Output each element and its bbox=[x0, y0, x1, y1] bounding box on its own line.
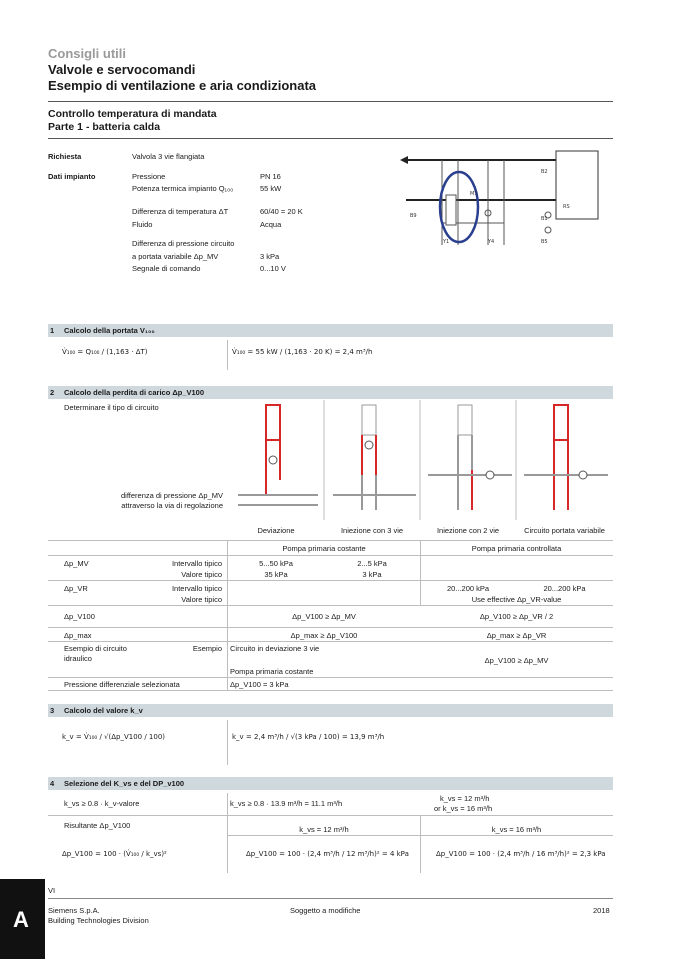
footer-divider bbox=[48, 898, 613, 899]
divider bbox=[420, 815, 421, 873]
divider bbox=[48, 627, 613, 628]
divider bbox=[48, 641, 613, 642]
side-letter: A bbox=[13, 907, 29, 932]
example-label: Esempio di circuito bbox=[64, 644, 127, 653]
spec-label: Differenza di temperatura ΔT bbox=[132, 207, 229, 216]
cell-value: Δp_max ≥ Δp_V100 bbox=[290, 631, 358, 640]
page-title: Valvole e servocomandi bbox=[48, 62, 196, 77]
spec-label: Potenza termica impianto Q₁₀₀ bbox=[132, 184, 234, 193]
kvs-rule: k_vs ≥ 0.8 · k_v-valore bbox=[64, 799, 140, 808]
footer-note: Soggetto a modifiche bbox=[290, 906, 361, 915]
formula-result-12: Δp_V100 = 100 · (2,4 m³/h / 12 m³/h)² = 4 kPa bbox=[246, 850, 409, 858]
dati-label: Dati impianto bbox=[48, 172, 96, 181]
company-name: Siemens S.p.A. bbox=[48, 906, 100, 915]
column-deviazione: Deviazione bbox=[257, 526, 295, 535]
divider bbox=[227, 340, 228, 370]
group-pompa-costante: Pompa primaria costante bbox=[282, 544, 366, 553]
formula-general: Δp_V100 = 100 · (V̇₁₀₀ / k_vs)² bbox=[62, 850, 167, 858]
divider bbox=[227, 540, 228, 690]
circuit-illustrations bbox=[228, 400, 613, 520]
spec-value: 0...10 V bbox=[260, 264, 286, 273]
section-subtitle-2: Parte 1 - batteria calda bbox=[48, 121, 161, 133]
formula-flow: V̇₁₀₀ = Q₁₀₀ / (1,163 · ΔT) bbox=[62, 348, 148, 356]
divider bbox=[48, 540, 613, 541]
divider bbox=[227, 720, 228, 765]
page-subtitle: Esempio di ventilazione e aria condizionata bbox=[48, 78, 317, 93]
company-division: Building Technologies Division bbox=[48, 916, 149, 925]
svg-text:B5: B5 bbox=[541, 239, 548, 245]
cell-value: Use effective Δp_VR-value bbox=[471, 595, 562, 604]
caption-line-2: attraverso la via di regolazione bbox=[121, 501, 223, 510]
spec-value: 55 kW bbox=[260, 184, 282, 193]
row-label-dpmv: Δp_MV bbox=[64, 559, 89, 568]
spec-value: PN 16 bbox=[260, 172, 281, 181]
side-tab bbox=[0, 879, 45, 959]
formula-result-16: Δp_V100 = 100 · (2,4 m³/h / 16 m³/h)² = 2,3 kPa bbox=[436, 850, 606, 858]
cell-value: Δp_V100 ≥ Δp_VR / 2 bbox=[479, 612, 554, 621]
result-header-12: k_vs = 12 m³/h bbox=[299, 825, 349, 834]
result-header-16: k_vs = 16 m³/h bbox=[491, 825, 542, 834]
spec-value: Acqua bbox=[260, 220, 282, 229]
example-value: Circuito in deviazione 3 vie bbox=[230, 644, 320, 653]
divider bbox=[48, 815, 613, 816]
group-pompa-controllata: Pompa primaria controllata bbox=[471, 544, 562, 553]
selected-label: Pressione differenziale selezionata bbox=[64, 680, 180, 689]
svg-text:Y1: Y1 bbox=[443, 239, 450, 245]
svg-text:B9: B9 bbox=[410, 213, 417, 219]
svg-text:M1: M1 bbox=[470, 191, 478, 197]
subtitle-divider bbox=[48, 138, 613, 139]
section-subtitle-1: Controllo temperatura di mandata bbox=[48, 108, 217, 120]
cell-value: 2...5 kPa bbox=[357, 559, 387, 568]
section-1-band: 1 Calcolo della portata V₁₀₀ bbox=[48, 324, 613, 337]
cell-value: 35 kPa bbox=[264, 570, 288, 579]
row-label-dpmax: Δp_max bbox=[64, 631, 92, 640]
kvs-option-2: or k_vs = 16 m³/h bbox=[434, 804, 493, 813]
spec-label: a portata variabile Δp_MV bbox=[132, 252, 219, 261]
section-3-band: 3 Calcolo del valore k_v bbox=[48, 704, 613, 717]
divider bbox=[48, 690, 613, 691]
spec-label: Segnale di comando bbox=[132, 264, 201, 273]
cell-value: 3 kPa bbox=[362, 570, 382, 579]
caption-line-1: differenza di pressione Δp_MV bbox=[120, 491, 223, 500]
column-portata-variabile: Circuito portata variabile bbox=[524, 526, 605, 535]
svg-text:B1: B1 bbox=[541, 216, 548, 222]
selected-value: Δp_V100 = 3 kPa bbox=[230, 680, 289, 689]
svg-text:RS: RS bbox=[563, 204, 570, 210]
row-sub: Intervallo tipico bbox=[171, 584, 222, 593]
richiesta-value: Valvola 3 vie flangiata bbox=[132, 152, 205, 161]
svg-text:B2: B2 bbox=[541, 169, 548, 175]
divider bbox=[48, 580, 613, 581]
circuit-iniezione-3-vie bbox=[333, 405, 416, 510]
kvs-calc: k_vs ≥ 0.8 · 13.9 m³/h = 11.1 m³/h bbox=[230, 799, 343, 808]
cell-value: Δp_V100 ≥ Δp_MV bbox=[292, 612, 356, 621]
kvs-option-1: k_vs = 12 m³/h bbox=[440, 794, 490, 803]
spec-value: 3 kPa bbox=[260, 252, 280, 261]
spec-label: Differenza di pressione circuito bbox=[132, 239, 235, 248]
system-diagram bbox=[398, 145, 610, 265]
spec-value: 60/40 = 20 K bbox=[260, 207, 303, 216]
circuit-deviazione bbox=[238, 405, 318, 505]
row-sub: Valore tipico bbox=[181, 595, 222, 604]
spec-label: Pressione bbox=[132, 172, 166, 181]
circuit-portata-variabile bbox=[524, 405, 608, 510]
row-sub: Valore tipico bbox=[181, 570, 222, 579]
footer-year: 2018 bbox=[593, 906, 610, 915]
formula-kv: k_v = V̇₁₀₀ / √(Δp_V100 / 100) bbox=[62, 733, 166, 741]
formula-kv-result: k_v = 2,4 m³/h / √(3 kPa / 100) = 13,9 m³/h bbox=[232, 733, 385, 741]
example-label: idraulico bbox=[64, 654, 92, 663]
divider bbox=[227, 793, 228, 873]
circuit-iniezione-2-vie bbox=[428, 405, 512, 510]
row-sub: Intervallo tipico bbox=[171, 559, 222, 568]
row-label-dpv100: Δp_V100 bbox=[64, 612, 95, 621]
header-divider bbox=[48, 101, 613, 102]
cell-value: 20...200 kPa bbox=[543, 584, 586, 593]
svg-text:Y4: Y4 bbox=[488, 239, 495, 245]
divider bbox=[420, 540, 421, 605]
formula-flow-result: V̇₁₀₀ = 55 kW / (1,163 · 20 K) = 2,4 m³/h bbox=[232, 348, 373, 356]
divider bbox=[48, 605, 613, 606]
result-label: Risultante Δp_V100 bbox=[64, 821, 131, 830]
column-iniezione-3-vie: Iniezione con 3 vie bbox=[340, 526, 404, 535]
example-right: Δp_V100 ≥ Δp_MV bbox=[484, 656, 549, 665]
cell-value: Δp_max ≥ Δp_VR bbox=[486, 631, 547, 640]
determine-text: Determinare il tipo di circuito bbox=[64, 403, 159, 412]
example-tag: Esempio bbox=[192, 644, 222, 653]
cell-value: 20...200 kPa bbox=[446, 584, 490, 593]
page-number: VI bbox=[48, 886, 56, 895]
example-value: Pompa primaria costante bbox=[230, 667, 314, 676]
spec-label: Fluido bbox=[132, 220, 153, 229]
row-label-dpvr: Δp_VR bbox=[64, 584, 88, 593]
section-2-band: 2 Calcolo della perdita di carico Δp_V100 bbox=[48, 386, 613, 399]
cell-value: 5...50 kPa bbox=[259, 559, 293, 568]
divider bbox=[48, 677, 613, 678]
divider bbox=[48, 555, 613, 556]
category-title: Consigli utili bbox=[48, 46, 126, 61]
column-iniezione-2-vie: Iniezione con 2 vie bbox=[436, 526, 500, 535]
richiesta-label: Richiesta bbox=[48, 152, 82, 161]
section-4-band: 4 Selezione del K_vs e del DP_v100 bbox=[48, 777, 613, 790]
